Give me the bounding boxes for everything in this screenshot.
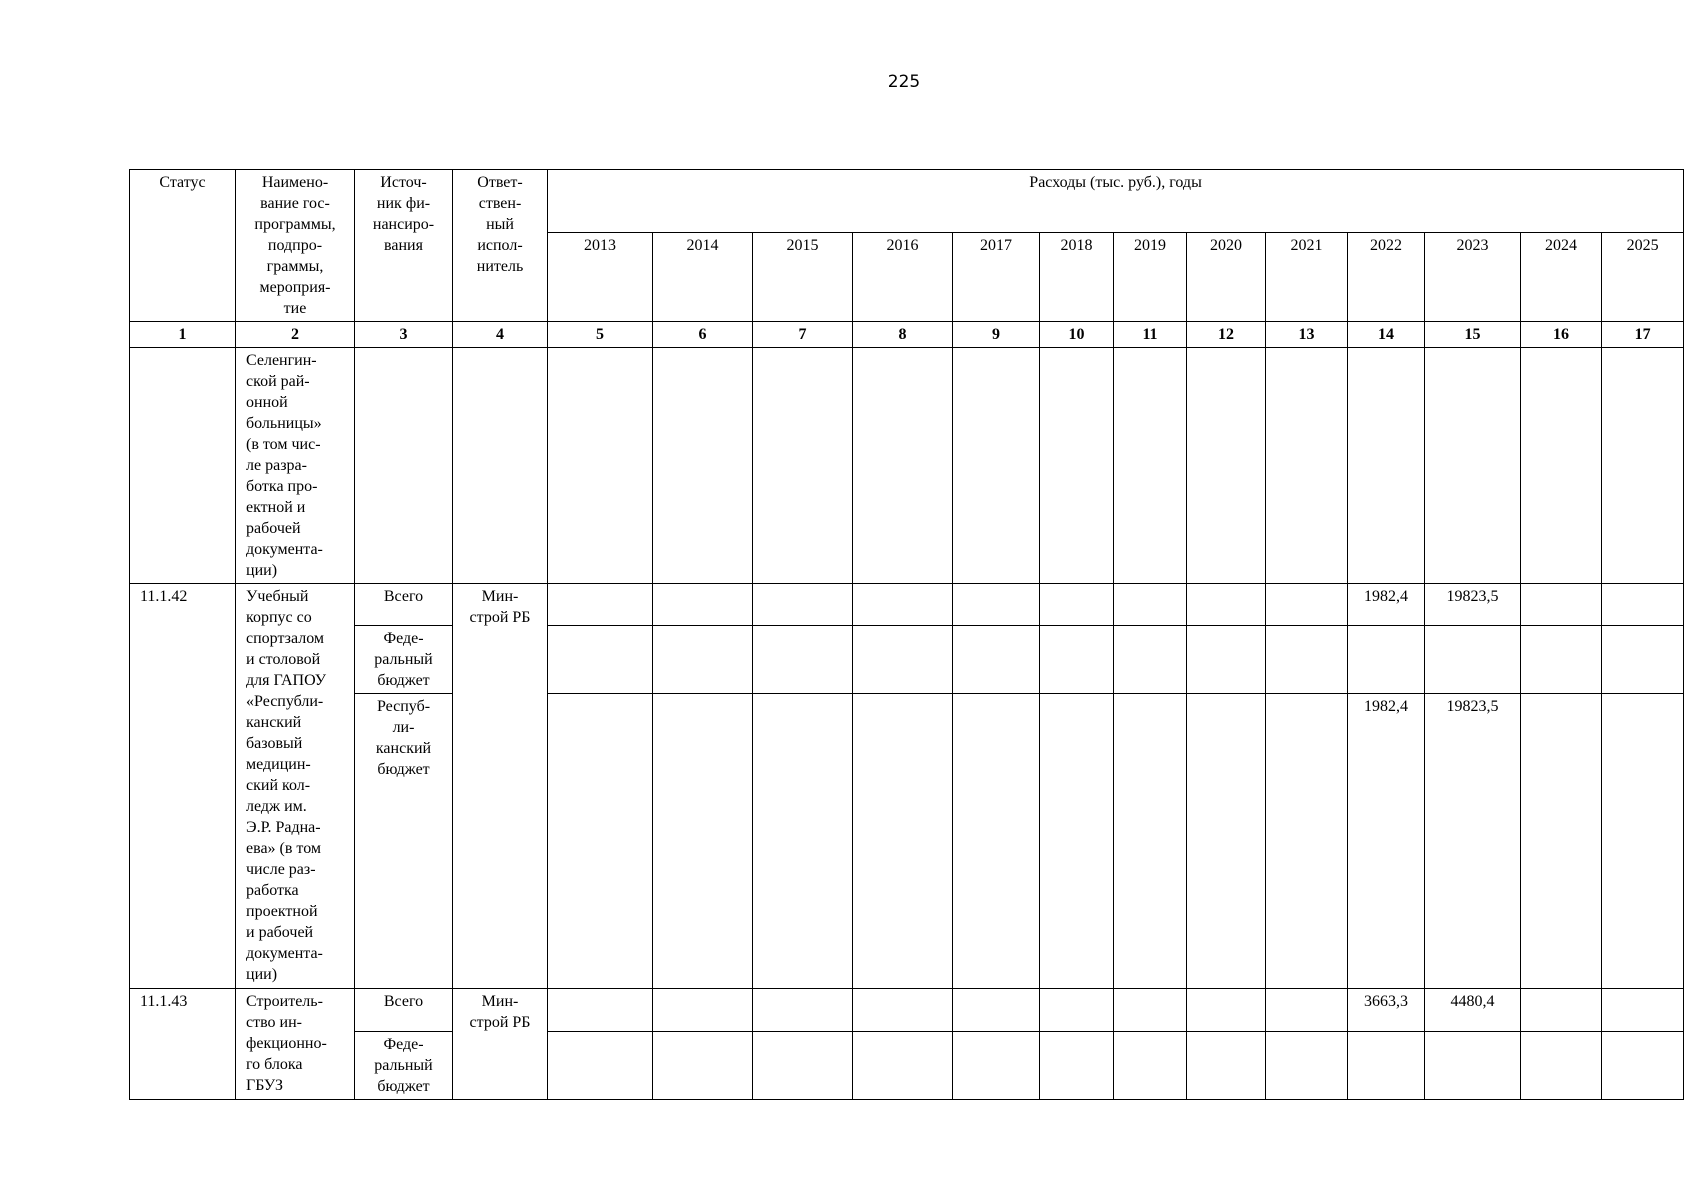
table-row [130, 348, 1684, 584]
table-row [130, 626, 1684, 694]
expenses-table [129, 169, 1684, 1100]
col-number: 8 [853, 322, 953, 348]
col-number: 17 [1602, 322, 1684, 348]
col-number: 5 [548, 322, 653, 348]
cell-source [355, 348, 453, 584]
cell-responsible [453, 348, 548, 584]
cell-name: Учебный корпус со спортзалом и столовой для ГАПОУ «Республи- канский базовый медицин- ский кол- ледж им. Э.Р. Радна- ева» (в том числе раз- работка проектной и рабочей документа- ции) [236, 584, 355, 989]
header-source: Источ- ник фи- нансиро- вания [355, 170, 453, 322]
cell-name: Селенгин- ской рай- онной больницы» (в том чис- ле разра- ботка про- ектной и рабочей документа- ции) [236, 348, 355, 584]
cell-value: 19823,5 [1425, 694, 1521, 989]
cell-source-total: Всего [355, 584, 453, 626]
cell-status: 11.1.43 [130, 989, 236, 1100]
header-year: 2019 [1114, 232, 1187, 321]
header-year: 2016 [853, 232, 953, 321]
header-expenses: Расходы (тыс. руб.), годы [548, 170, 1684, 233]
cell-status: 11.1.42 [130, 584, 236, 989]
col-number: 3 [355, 322, 453, 348]
col-number: 2 [236, 322, 355, 348]
header-year: 2021 [1266, 232, 1348, 321]
cell-value: 4480,4 [1425, 989, 1521, 1032]
cell-value: 3663,3 [1348, 989, 1425, 1032]
col-number: 10 [1040, 322, 1114, 348]
col-number: 12 [1187, 322, 1266, 348]
col-number: 4 [453, 322, 548, 348]
cell-status [130, 348, 236, 584]
cell-name: Строитель- ство ин- фекционно- го блока ГБУЗ [236, 989, 355, 1100]
header-year: 2015 [753, 232, 853, 321]
cell-source-federal: Феде- ральный бюджет [355, 626, 453, 694]
header-year: 2023 [1425, 232, 1521, 321]
col-number: 16 [1521, 322, 1602, 348]
cell-source-republic: Респуб- ли- канский бюджет [355, 694, 453, 989]
col-number: 7 [753, 322, 853, 348]
page-number: 225 [887, 72, 921, 92]
cell-responsible: Мин- строй РБ [453, 989, 548, 1100]
table-row [130, 694, 1684, 989]
cell-value: 1982,4 [1348, 694, 1425, 989]
header-year: 2017 [953, 232, 1040, 321]
header-year: 2018 [1040, 232, 1114, 321]
header-name: Наимено- вание гос- программы, подпро- граммы, мероприя- тие [236, 170, 355, 322]
col-number: 11 [1114, 322, 1187, 348]
header-year: 2024 [1521, 232, 1602, 321]
cell-source-total: Всего [355, 989, 453, 1032]
col-number: 6 [653, 322, 753, 348]
cell-source-federal: Феде- ральный бюджет [355, 1032, 453, 1100]
header-year: 2013 [548, 232, 653, 321]
col-number: 1 [130, 322, 236, 348]
header-year: 2020 [1187, 232, 1266, 321]
header-status: Статус [130, 170, 236, 322]
table-row [130, 1032, 1684, 1100]
col-number: 9 [953, 322, 1040, 348]
header-responsible: Ответ- ствен- ный испол- нитель [453, 170, 548, 322]
col-number: 13 [1266, 322, 1348, 348]
header-year: 2014 [653, 232, 753, 321]
cell-responsible: Мин- строй РБ [453, 584, 548, 989]
cell-value: 19823,5 [1425, 584, 1521, 626]
cell-value: 1982,4 [1348, 584, 1425, 626]
col-number: 14 [1348, 322, 1425, 348]
table-row [130, 989, 1684, 1032]
header-year: 2025 [1602, 232, 1684, 321]
header-year: 2022 [1348, 232, 1425, 321]
col-number: 15 [1425, 322, 1521, 348]
table-row [130, 584, 1684, 626]
